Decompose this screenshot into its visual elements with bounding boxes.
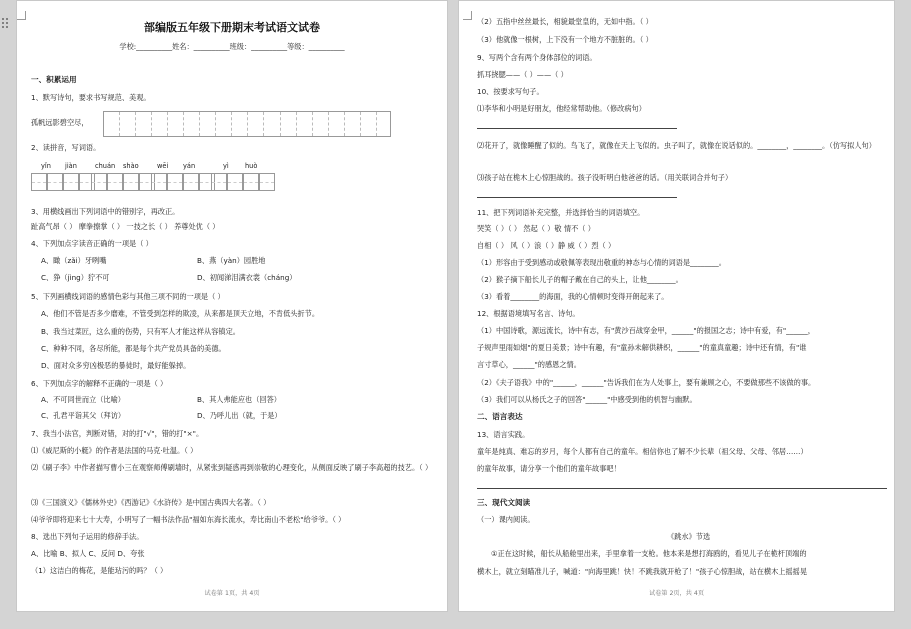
document-page-2 xyxy=(458,0,895,612)
writing-grid xyxy=(103,111,391,137)
writing-box xyxy=(151,173,215,191)
answer-line xyxy=(477,197,677,198)
question-11: 11、把下列词语补充完整，并选择恰当的词语填空。 xyxy=(477,208,645,217)
page-title: 部编版五年级下册期末考试语文试卷 xyxy=(144,21,320,34)
page-corner-mark xyxy=(463,11,472,20)
question-3-items: 趾高气昂（ ） 摩拳擦掌（ ） 一技之长（ ） 养尊处优（ ） xyxy=(31,222,220,231)
writing-box xyxy=(211,173,275,191)
question-6: 6、下列加点字的解释不正确的一项是（ ） xyxy=(31,379,168,388)
pinyin-label: yǐn xyxy=(41,162,51,170)
pinyin-label: chuán xyxy=(95,162,116,170)
pinyin-label: yán xyxy=(183,162,196,170)
question-12-item: （2）《夫子语我》中的"______，______"告诉我们在为人处事上，要有兼顾之心，不要做那些不该做的事。 xyxy=(477,378,816,387)
pinyin-label: huò xyxy=(245,162,258,170)
question-8: 8、选出下列句子运用的修辞手法。 xyxy=(31,532,144,541)
option-c: C、狰（jìng）狞不可 xyxy=(41,273,110,282)
pinyin-label: yì xyxy=(223,162,229,170)
question-7-item: ⑴《威尼斯的小艇》的作者是法国的马克·吐温。（ ） xyxy=(31,446,198,455)
answer-line xyxy=(477,128,677,129)
subsection-heading: （一）课内阅读。 xyxy=(477,515,535,524)
option-a: A、瞰（zǎi）牙咧嘴 xyxy=(41,256,107,265)
answer-line xyxy=(477,488,887,489)
question-13: 13、语言实践。 xyxy=(477,430,530,439)
question-11-row: 自相（ ） 风（ ）浪（ ）静 威（ ）烈（ ） xyxy=(477,241,616,250)
option-c: C、孔君平诣其父（拜访） xyxy=(41,411,126,420)
question-10-item: ⑵花开了，就像睡醒了似的。鸟飞了，就像在天上飞似的。虫子叫了，就像在说话似的。________，________。（仿写拟人句） xyxy=(477,141,876,150)
pinyin-label: jiàn xyxy=(65,162,77,170)
question-7-item: ⑷爷爷即将迎来七十大寿，小明写了一幅书法作品"福如东海长流水，寿比南山不老松"给爷爷。（ ） xyxy=(31,515,346,524)
question-9: 9、写两个含有两个身体部位的词语。 xyxy=(477,53,597,62)
question-8-item: （2）五指中丝丝最长，相貌最堂皇的，无如中指。（ ） xyxy=(477,17,653,26)
question-10-item: ⑴李华和小明是好朋友，他经常帮助他。（修改病句） xyxy=(477,104,646,113)
question-8-item: （1）这洁白的梅花，是能玷污的吗？（ ） xyxy=(31,566,168,575)
question-10: 10、按要求写句子。 xyxy=(477,87,544,96)
option-b: B、其人弗能应也（回答） xyxy=(197,395,281,404)
question-11-item: （1）形容由于受到感动或敬佩等表现出敬重的神态与心情的词语是________。 xyxy=(477,258,726,267)
question-9-fill: 抓耳挠腮——（ ）——（ ） xyxy=(477,70,568,79)
question-12-item: （1）中国诗歌，源远流长，诗中有志，有"黄沙百战穿金甲，______"的报国之志；诗中有爱，有"______， xyxy=(477,326,815,335)
option-d: D、乃呼儿出（就，于是） xyxy=(197,411,282,420)
page-footer: 试卷第 2页，共 4页 xyxy=(648,590,705,597)
option-d: D、初闻涕泪满衣裳（cháng） xyxy=(197,273,297,282)
option-a: A、他们不管是否多少磨难，不管受到怎样的欺凌，从来都是顶天立地，不肯低头折节。 xyxy=(41,309,320,318)
question-5: 5、下列画横线词语的感情色彩与其他三项不同的一项是（ ） xyxy=(31,292,225,301)
question-13-text: 童年是纯真、难忘的岁月，每个人都有自己的童年。相信你也了解不少长辈（祖父母、父母、邻居……） xyxy=(477,447,808,456)
passage-text: 横木上，就立刻瞄准儿子，喊道："向海里跳！快！不跳我就开枪了！"孩子心惊胆战，站在横木上摇摇晃 xyxy=(477,567,808,576)
option-d: D、面对众多穷凶极恶的暴徒时，最好能躲掉。 xyxy=(41,361,191,370)
question-4: 4、下列加点字读音正确的一项是（ ） xyxy=(31,239,153,248)
passage-title: 《跳水》节选 xyxy=(667,532,711,541)
document-page-1 xyxy=(16,0,448,612)
pinyin-label: wēi xyxy=(157,162,169,170)
question-11-item: （2）猴子摘下船长儿子的帽子戴在自己的头上，让他________。 xyxy=(477,275,683,284)
question-12-item: 子规声里雨如烟"的夏日美景；诗中有趣，有"童孙未解供耕织，______"的童真童趣；诗中还有情，有"谁 xyxy=(477,343,807,352)
question-10-item: ⑶孩子站在桅木上心惊胆战的。孩子没听明白他爸爸的话。（用关联词合并句子） xyxy=(477,173,733,182)
pinyin-label: shào xyxy=(123,162,139,170)
question-7-item: ⑶《三国演义》《儒林外史》《西游记》《水浒传》是中国古典四大名著。（ ） xyxy=(31,498,271,507)
question-13-text: 的童年故事，请分享一个他们的童年故事吧！ xyxy=(477,464,621,473)
question-7: 7、我当小法官，判断对错，对的打"√"，错的打"×"。 xyxy=(31,429,204,438)
question-8-options: A、比喻 B、拟人 C、反问 D、夸张 xyxy=(31,549,145,558)
question-11-row: 哭笑（ ）（ ） 然起（ ）敬 情不（ ） xyxy=(477,224,595,233)
question-8-item: （3）他就像一根树，上下没有一个地方不脏脏的。（ ） xyxy=(477,35,653,44)
section-heading: 二、语言表达 xyxy=(477,412,523,421)
drag-handle[interactable] xyxy=(2,18,10,32)
question-2: 2、读拼音，写词语。 xyxy=(31,143,101,152)
page-footer: 试卷第 1页，共 4页 xyxy=(204,590,260,597)
writing-box xyxy=(91,173,155,191)
section-heading: 一、积累运用 xyxy=(31,75,77,84)
option-a: A、不可同世而立（比喻） xyxy=(41,395,125,404)
writing-box xyxy=(31,173,95,191)
option-b: B、我当过菜匠，这么重的伤势，只有军人才能这样从容镇定。 xyxy=(41,327,240,336)
question-12-item: 言寸草心，______"的感恩之情。 xyxy=(477,360,581,369)
question-12-item: （3）我们可以从杨氏之子的回答"______"中感受到他的机智与幽默。 xyxy=(477,395,697,404)
section-heading: 三、现代文阅读 xyxy=(477,498,531,507)
question-3: 3、用横线画出下列词语中的错别字，再改正。 xyxy=(31,207,180,216)
question-1: 1、默写诗句，要求书写规范、美观。 xyxy=(31,93,151,102)
option-c: C、种种不同，各尽所能，都是每个共产党员具备的美德。 xyxy=(41,344,226,353)
question-7-item: ⑵《刷子李》中作者描写曹小三在观察师傅刷墙时，从紧张到疑惑再到崇敬的心理变化，从侧面反映了刷子李高超的技艺。（ ） xyxy=(31,463,433,472)
question-1-line: 孤帆远影碧空尽， xyxy=(31,118,89,127)
question-12: 12、根据语境填写名言、诗句。 xyxy=(477,309,580,318)
passage-text: ①正在这时候，船长从船舱里出来，手里拿着一支枪。他本来是想打海鸥的，看见儿子在桅杆顶端的 xyxy=(491,549,807,558)
option-b: B、燕（yàn）园胜地 xyxy=(197,256,266,265)
student-info-line: 学校:__________姓名：__________班级：__________等级：__________ xyxy=(119,42,345,51)
question-11-item: （3）看着________的海面，我的心情顿时变得开朗起来了。 xyxy=(477,292,669,301)
